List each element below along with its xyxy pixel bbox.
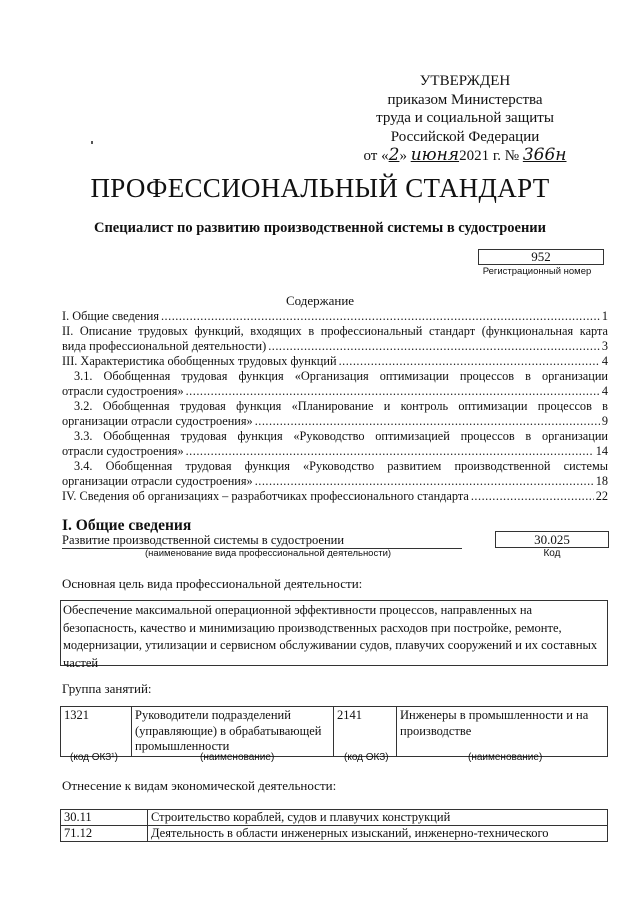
toc-item-page: 4 [601, 354, 608, 368]
toc-item[interactable] [62, 489, 608, 504]
date-month: июня [410, 145, 460, 165]
approval-line3: труда и социальной защиты [376, 110, 554, 126]
toc-item-page: 3 [601, 339, 608, 353]
registration-label: Регистрационный номер [482, 266, 592, 277]
toc-item-text: организации отрасли судостроения» [62, 414, 253, 428]
group-code-caption: (код ОКЗ¹) [70, 752, 118, 763]
toc-item[interactable] [62, 339, 608, 354]
okved-table [60, 809, 608, 842]
table-row [61, 810, 608, 826]
approval-line1: УТВЕРЖДЕН [419, 73, 511, 89]
toc-item[interactable] [62, 444, 608, 459]
toc-item-text: отрасли судостроения» [62, 444, 184, 458]
goal-label: Основная цель вида профессиональной деятельности: [62, 576, 363, 591]
toc-title: Содержание [285, 293, 355, 308]
goal-text: Обеспечение максимальной операционной эффективности процессов, направленных на безопасность, качество и минимизацию производственных расходов при постройке, ремонте, модернизации, утилизации и сервисном обслуживании судов, плавучих сооружений и их составных частей [60, 600, 608, 666]
section-heading: I. Общие сведения [62, 517, 192, 534]
table-row [61, 707, 608, 757]
toc-item-page: 22 [595, 489, 608, 503]
toc-item-line1[interactable]: 3.4. Обобщенная трудовая функция «Руководство развитием производственной системы [74, 459, 608, 473]
date-mid: » [399, 148, 411, 164]
toc-item-page: 18 [595, 474, 608, 488]
code-caption: Код [543, 548, 561, 559]
toc-item-page: 9 [601, 414, 608, 428]
group-code: 1321 [61, 707, 132, 757]
group-name: Руководители подразделений (управляющие) в обрабатывающей промышленности [132, 707, 334, 757]
toc-item[interactable] [62, 474, 608, 489]
toc-item[interactable] [62, 384, 608, 399]
toc-item-page: 14 [595, 444, 608, 458]
document-subtitle: Специалист по развитию производственной системы в судостроении [93, 220, 547, 236]
toc-item-text: III. Характеристика обобщенных трудовых функций [62, 354, 337, 368]
group-code-caption: (код ОКЗ) [344, 752, 389, 763]
table-row [61, 826, 608, 842]
approval-line4: Российской Федерации [390, 128, 540, 145]
toc-item-line1[interactable]: 3.2. Обобщенная трудовая функция «Планирование и контроль оптимизации процессов в [74, 399, 608, 413]
group-name-caption: (наименование) [200, 752, 275, 763]
activity-kind: Развитие производственной системы в судостроении [62, 533, 462, 549]
date-year: 2021 г. № [459, 148, 520, 164]
approval-block [360, 72, 570, 166]
group-name: Инженеры в промышленности и на производстве [397, 707, 608, 757]
toc-item[interactable] [62, 354, 608, 369]
approval-date [360, 146, 570, 166]
scan-mark [91, 141, 93, 144]
toc-item[interactable] [62, 309, 608, 324]
toc-item-text: I. Общие сведения [62, 309, 159, 323]
okved-label: Отнесение к видам экономической деятельности: [62, 778, 337, 793]
toc-item-page: 1 [601, 309, 608, 323]
toc-item-line1[interactable]: 3.3. Обобщенная трудовая функция «Руководство оптимизацией процессов в организации [74, 429, 608, 443]
table-of-contents [62, 309, 608, 504]
activity-code: 30.025 [495, 531, 609, 548]
toc-item-page: 4 [601, 384, 608, 398]
okved-code: 71.12 [61, 826, 148, 842]
group-label: Группа занятий: [62, 681, 152, 696]
approval-line2: приказом Министерства [387, 91, 543, 108]
document-title: ПРОФЕССИОНАЛЬНЫЙ СТАНДАРТ [90, 173, 550, 203]
registration-number: 952 [478, 249, 604, 265]
group-code: 2141 [334, 707, 397, 757]
toc-item[interactable] [62, 414, 608, 429]
toc-item-text: вида профессиональной деятельности) [62, 339, 267, 353]
occupation-group-table [60, 706, 608, 757]
toc-item-text: отрасли судостроения» [62, 384, 184, 398]
toc-item-text: IV. Сведения об организациях – разработчиках профессионального стандарта [62, 489, 469, 503]
order-number: 366н [522, 145, 567, 165]
toc-item-line1[interactable]: 3.1. Обобщенная трудовая функция «Организация оптимизации процессов в организации [74, 369, 608, 383]
okved-name: Деятельность в области инженерных изысканий, инженерно-технического [148, 826, 608, 842]
okved-code: 30.11 [61, 810, 148, 826]
toc-item-line1[interactable]: II. Описание трудовых функций, входящих в профессиональный стандарт (функциональная карта [62, 324, 608, 338]
okved-name: Строительство кораблей, судов и плавучих конструкций [148, 810, 608, 826]
toc-item-text: организации отрасли судостроения» [62, 474, 253, 488]
date-prefix: от « [363, 148, 389, 164]
group-name-caption: (наименование) [468, 752, 543, 763]
activity-caption: (наименование вида профессиональной деятельности) [145, 548, 392, 559]
date-day: 2 [388, 145, 400, 165]
